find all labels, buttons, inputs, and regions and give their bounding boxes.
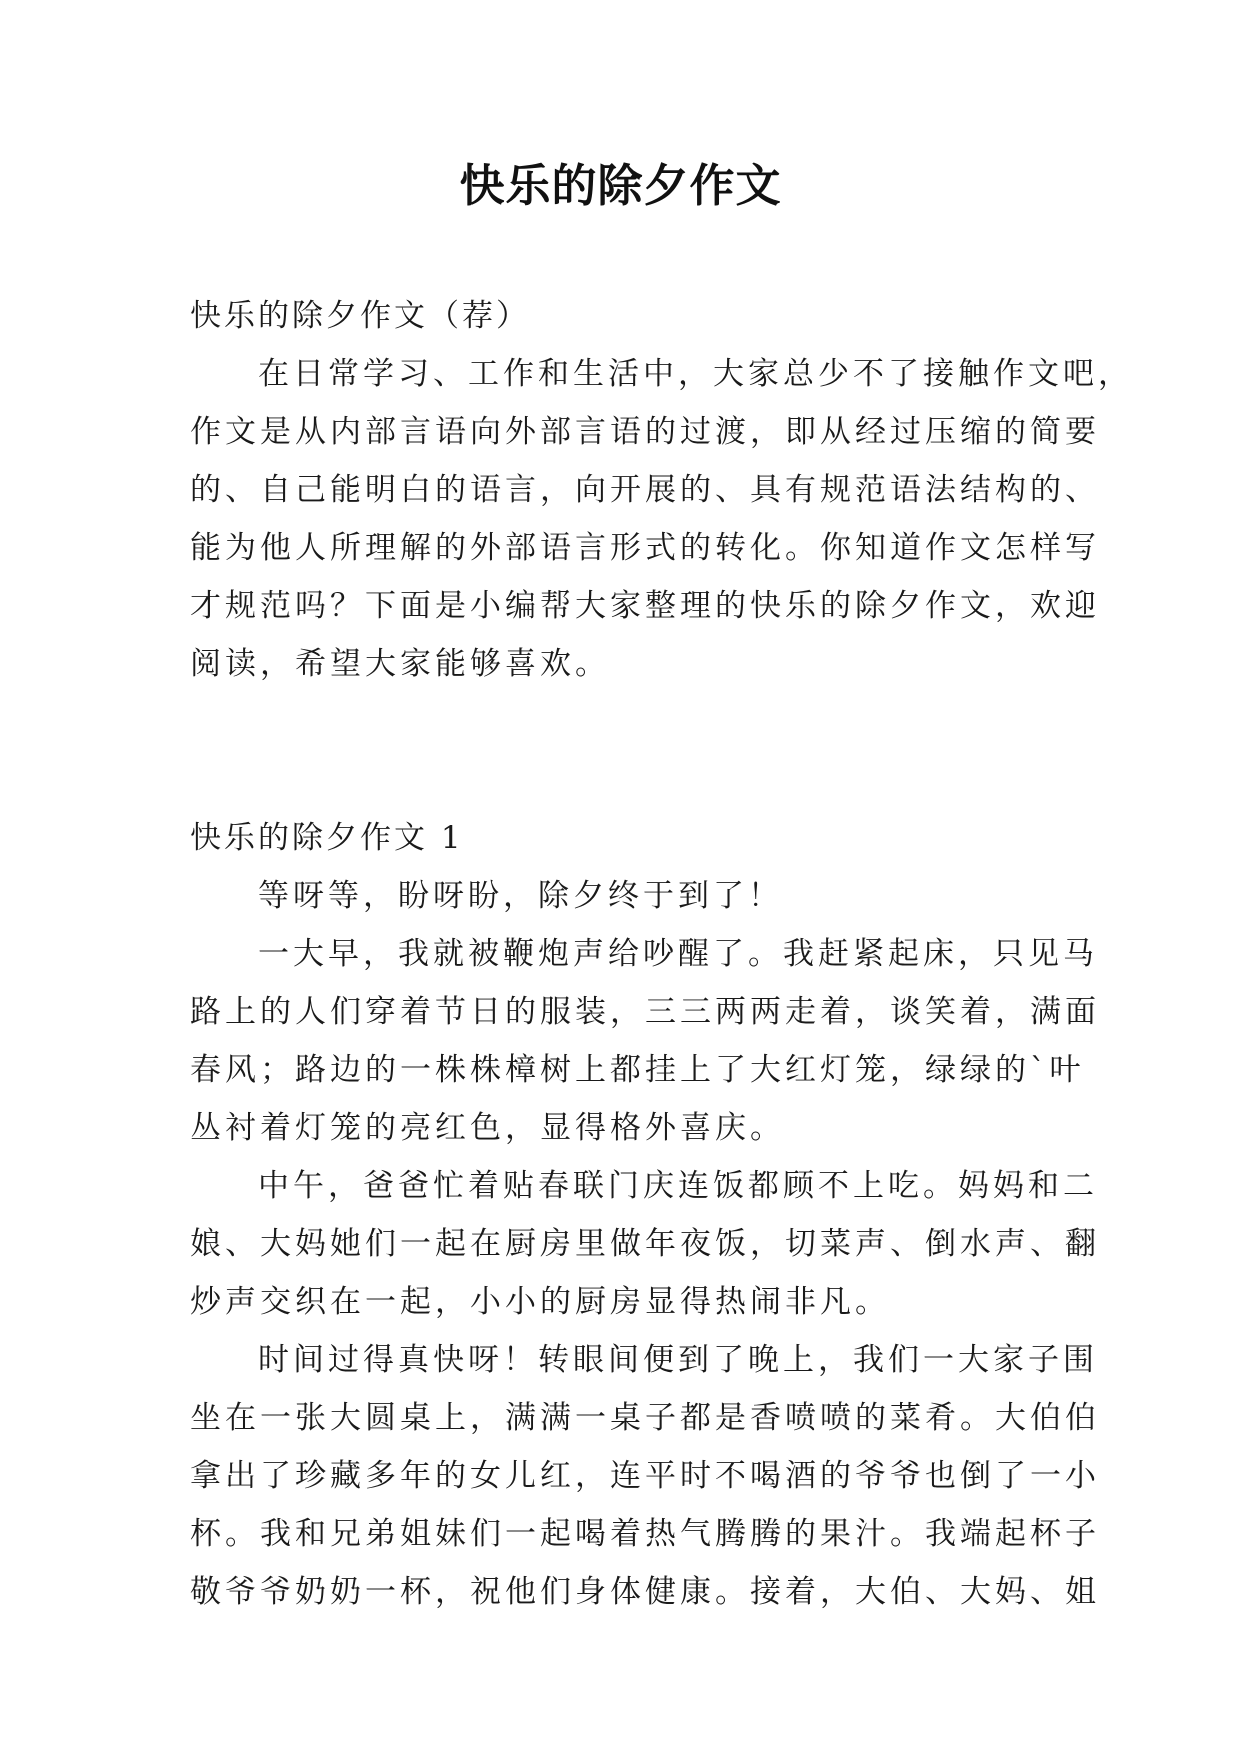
intro-line: 才规范吗？下面是小编帮大家整理的快乐的除夕作文，欢迎	[190, 588, 1100, 624]
section-spacer	[190, 693, 1060, 809]
essay-line: 敬爷爷奶奶一杯，祝他们身体健康。接着，大伯、大妈、姐	[190, 1574, 1100, 1610]
essay-line: 丛衬着灯笼的亮红色，显得格外喜庆。	[190, 1110, 785, 1146]
intro-line: 在日常学习、工作和生活中，大家总少不了接触作文吧，	[258, 356, 1133, 392]
essay-line: 坐在一张大圆桌上，满满一桌子都是香喷喷的菜肴。大伯伯	[190, 1400, 1100, 1436]
intro-line: 的、自己能明白的语言，向开展的、具有规范语法结构的、	[190, 472, 1100, 508]
intro-line: 作文是从内部言语向外部言语的过渡，即从经过压缩的简要	[190, 414, 1100, 450]
essay-line: 路上的人们穿着节日的服装，三三两两走着，谈笑着，满面	[190, 994, 1100, 1030]
intro-heading: 快乐的除夕作文（荐）	[190, 298, 530, 334]
essay-line: 杯。我和兄弟姐妹们一起喝着热气腾腾的果汁。我端起杯子	[190, 1516, 1100, 1552]
essay-line: 拿出了珍藏多年的女儿红，连平时不喝酒的爷爷也倒了一小	[190, 1458, 1100, 1494]
essay-line: 中午，爸爸忙着贴春联门庆连饭都顾不上吃。妈妈和二	[258, 1168, 1098, 1204]
essay-line: 炒声交织在一起，小小的厨房显得热闹非凡。	[190, 1284, 890, 1320]
essay-line: 娘、大妈她们一起在厨房里做年夜饭，切菜声、倒水声、翻	[190, 1226, 1100, 1262]
document-body	[190, 287, 1133, 1621]
essay-line: 等呀等，盼呀盼，除夕终于到了！	[258, 878, 783, 914]
essay-line: 春风；路边的一株株樟树上都挂上了大红灯笼，绿绿的`叶	[190, 1052, 1085, 1088]
essay-heading: 快乐的除夕作文 1	[190, 820, 464, 856]
document-title: 快乐的除夕作文	[459, 159, 782, 212]
intro-line: 阅读，希望大家能够喜欢。	[190, 646, 610, 682]
intro-line: 能为他人所理解的外部语言形式的转化。你知道作文怎样写	[190, 530, 1100, 566]
essay-line: 一大早，我就被鞭炮声给吵醒了。我赶紧起床，只见马	[258, 936, 1098, 972]
essay-line: 时间过得真快呀！转眼间便到了晚上，我们一大家子围	[258, 1342, 1098, 1378]
